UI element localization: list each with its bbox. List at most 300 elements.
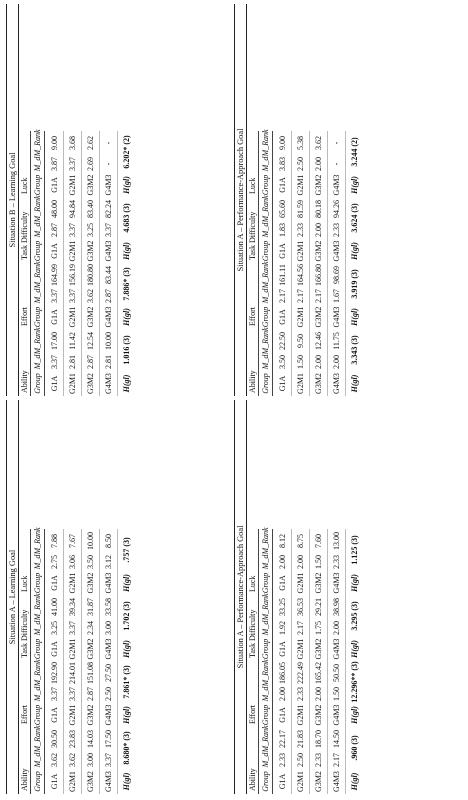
table-cell: 1.83 [277,223,287,237]
column-subheader: Group [259,637,273,661]
table-cell: G1A [49,309,59,325]
table-cell: G4M3 [327,239,345,263]
table-cell: 192.90 [49,662,59,684]
table-cell: 2.17 [291,619,309,637]
table-cell: 2.75 [49,555,59,569]
table-cell: 2.87 [81,685,99,703]
table-cell: 2.33 [291,685,309,703]
table-cell: 17.50 [99,727,117,751]
table-cell: 83.40 [81,197,99,221]
column-subheader: M_Rank [31,329,45,353]
table-cell: 10.00 [99,329,117,353]
table-cell: 8.12 [277,534,287,548]
table-cell: 2.00 [327,619,345,637]
h-statistic-cell: H(gl) [345,371,363,396]
panel-title: Situation B – Learning Goal [6,4,19,396]
table-cell: 11.75 [327,329,345,353]
table-cell: G4M3 [99,239,117,263]
table-cell: G4M3 [327,637,345,661]
table-cell: G4M3 [327,173,345,197]
table-cell: 2.81 [99,353,117,371]
column-group-header: Luck [19,529,31,595]
table-cell: 3.25 [81,221,99,239]
column-subheader: M_d [259,751,273,769]
h-statistic-cell: H(gl) [345,769,363,794]
h-statistic-cell: H(gl) [117,769,135,794]
column-subheader: M_Rank [259,661,273,685]
table-cell: 3.37 [63,619,81,637]
table-cell: 2.00 [277,687,287,701]
table-cell: 3.62 [63,751,81,769]
column-group-header: Effort [247,263,259,329]
table-cell: G1A [277,641,287,657]
table-cell: 5.38 [291,131,309,155]
table-cell: 83.44 [99,263,117,287]
table-cell: 8.75 [291,529,309,553]
table-cell: 3.37 [63,155,81,173]
h-statistic-cell: 1.702 (3) [117,595,135,637]
table-cell: 3.87 [49,157,59,171]
table-cell: G2M1 [63,371,81,396]
table-cell: 3.25 [49,621,59,635]
table-cell: 161.11 [277,264,287,286]
table-cell: 9.50 [291,329,309,353]
table-cell: 41.00 [49,598,59,616]
table-cell: G2M1 [291,769,309,794]
table-cell: G1A [49,177,59,193]
table-cell: G3M2 [81,703,99,727]
table-cell: 165.42 [309,661,327,685]
table-cell: G2M1 [291,371,309,396]
table-cell: 222.49 [291,661,309,685]
table-cell: 12.46 [309,329,327,353]
table-cell: 1.92 [277,621,287,635]
h-statistic-cell: H(gl) [117,173,135,197]
table-cell: G1A [277,575,287,591]
table-cell: 2.33 [309,751,327,769]
column-group-header: Ability [19,727,31,794]
h-statistic-cell: 4.683 (3) [117,197,135,239]
table-cell: G2M1 [63,703,81,727]
table-cell: G2M1 [63,571,81,595]
table-cell: G3M2 [81,173,99,197]
table-cell: 82.24 [99,197,117,221]
table-cell: - [99,155,117,173]
column-group-header: Task Difficulty [247,197,259,263]
table-cell: 33.25 [277,598,287,616]
table-cell: 2.33 [327,553,345,571]
table-cell: G2M1 [291,173,309,197]
table-cell: 10.00 [81,529,99,553]
table-cell: 3.68 [63,131,81,155]
column-subheader: Group [31,173,45,197]
column-group-header: Luck [247,131,259,197]
table-cell: 94.84 [63,197,81,221]
table-panel [6,400,228,794]
table-cell: 39.34 [63,595,81,619]
column-subheader: Group [259,173,273,197]
table-cell: G1A [277,773,287,790]
h-statistic-cell: 3.295 (3) [345,595,363,637]
table-cell: G1A [277,707,287,723]
table-cell: 3.37 [63,287,81,305]
table-cell: 98.69 [327,263,345,287]
table-cell: G4M3 [99,305,117,329]
column-subheader: M_Rank [31,263,45,287]
table-cell: 2.87 [99,287,117,305]
table-cell: 3.06 [63,553,81,571]
results-grid [19,4,135,396]
h-statistic-cell: H(gl) [345,173,363,197]
table-cell: G3M2 [81,769,99,794]
column-subheader: M_d [31,619,45,637]
column-subheader: M_d [31,353,45,371]
table-cell: 11.42 [63,329,81,353]
column-subheader: M_d [259,155,273,173]
table-cell: 2.87 [49,223,59,237]
table-cell: 81.59 [291,197,309,221]
table-cell: 3.00 [99,619,117,637]
table-cell: 2.17 [291,287,309,305]
table-cell: 1.50 [309,553,327,571]
table-cell: 50.50 [327,661,345,685]
table-cell: 65.60 [277,200,287,218]
table-cell: 1.67 [327,287,345,305]
table-panel [234,400,456,794]
column-subheader: M_d [31,221,45,239]
table-cell: G3M2 [309,239,327,263]
table-cell: 164.56 [291,263,309,287]
table-cell: 2.00 [291,553,309,571]
panel-title: Situation A – Learning Goal [6,400,19,794]
table-cell: G4M3 [99,571,117,595]
results-grid [247,400,363,794]
table-cell: G1A [49,641,59,657]
column-subheader: M_Rank [259,329,273,353]
table-cell: G2M1 [291,305,309,329]
h-statistic-cell: 6.202* (2) [117,131,135,173]
column-subheader: M_d [259,553,273,571]
column-group-header: Effort [19,263,31,329]
column-group-header: Effort [247,661,259,727]
table-cell: 2.69 [81,155,99,173]
table-cell: G3M2 [309,769,327,794]
h-statistic-cell: 7.861* (3) [117,661,135,703]
table-cell: 2.00 [309,685,327,703]
table-cell: 2.81 [63,353,81,371]
table-cell: G3M2 [309,173,327,197]
table-cell: 156.19 [63,263,81,287]
table-cell: G3M2 [81,571,99,595]
table-cell: 3.12 [99,553,117,571]
table-cell: G4M3 [99,173,117,197]
column-group-header: Task Difficulty [247,595,259,661]
table-cell: G1A [49,375,59,392]
table-cell: G3M2 [309,637,327,661]
table-cell: 2.50 [291,155,309,173]
table-cell: 3.37 [49,687,59,701]
table-cell: 21.83 [291,727,309,751]
table-cell: 214.01 [63,661,81,685]
column-subheader: M_Rank [259,727,273,751]
table-cell: 33.58 [99,595,117,619]
column-subheader: M_d [31,751,45,769]
table-cell: 151.08 [81,661,99,685]
table-cell: 3.62 [309,131,327,155]
table-cell: 2.17 [327,751,345,769]
column-subheader: M_Rank [31,529,45,553]
table-cell: 27.50 [99,661,117,685]
table-cell: 18.70 [309,727,327,751]
table-cell: 2.62 [81,131,99,155]
table-cell: G3M2 [309,305,327,329]
column-subheader: Group [259,305,273,329]
table-cell: G2M1 [63,173,81,197]
table-cell: G4M3 [99,371,117,396]
h-statistic-cell: H(gl) [117,703,135,727]
table-cell: G4M3 [327,571,345,595]
h-statistic-cell: H(gl) [345,239,363,263]
table-cell: 3.37 [63,685,81,703]
table-cell: G1A [277,309,287,325]
column-subheader: M_d [259,221,273,239]
table-cell: G1A [49,243,59,259]
column-subheader: Group [31,769,45,794]
table-cell: 17.00 [49,332,59,350]
column-subheader: M_Rank [31,661,45,685]
table-cell: G2M1 [63,769,81,794]
h-statistic-cell: H(gl) [345,571,363,595]
h-statistic-cell: H(gl) [345,637,363,661]
table-cell: G2M1 [291,571,309,595]
table-cell: 14.03 [81,727,99,751]
table-cell: G3M2 [81,371,99,396]
column-group-header: Task Difficulty [19,197,31,263]
column-subheader: M_Rank [259,131,273,155]
column-subheader: Group [31,239,45,263]
h-statistic-cell: 3.919 (3) [345,263,363,305]
table-cell: 14.50 [327,727,345,751]
table-cell: 2.33 [291,221,309,239]
column-subheader: M_Rank [31,727,45,751]
table-cell: 36.53 [291,595,309,619]
h-statistic-cell: H(gl) [117,571,135,595]
results-grid [19,400,135,794]
table-cell: 164.99 [49,264,59,286]
table-cell: 23.83 [63,727,81,751]
table-cell: - [327,155,345,173]
table-panel [234,4,456,396]
table-cell: 3.37 [49,355,59,369]
h-statistic-cell: H(gl) [117,637,135,661]
table-cell: G4M3 [99,703,117,727]
table-cell: 38.98 [327,595,345,619]
table-cell: 9.00 [277,136,287,150]
column-group-header: Task Difficulty [19,595,31,661]
table-cell: 3.37 [99,751,117,769]
table-cell: G1A [277,243,287,259]
table-cell: 31.87 [81,595,99,619]
column-subheader: Group [259,703,273,727]
column-subheader: M_Rank [259,529,273,553]
table-cell: G1A [49,575,59,591]
table-cell: 2.00 [327,353,345,371]
table-cell: 3.37 [63,221,81,239]
column-group-header: Ability [247,727,259,794]
table-cell: 3.83 [277,157,287,171]
h-statistic-cell: H(gl) [345,703,363,727]
column-subheader: M_Rank [259,595,273,619]
column-subheader: M_Rank [31,197,45,221]
table-cell: 3.37 [49,289,59,303]
table-cell: G3M2 [309,571,327,595]
results-grid [247,4,363,396]
h-statistic-cell: H(gl) [345,305,363,329]
table-cell: 29.21 [309,595,327,619]
table-cell: 2.00 [309,353,327,371]
column-subheader: M_d [259,287,273,305]
table-cell: 80.18 [309,197,327,221]
table-cell: G1A [277,177,287,193]
table-cell: G4M3 [327,769,345,794]
table-cell: 22.50 [277,332,287,350]
h-statistic-cell: 1.016 (3) [117,329,135,371]
table-cell: 2.00 [309,155,327,173]
table-cell: 3.00 [81,751,99,769]
table-cell: 166.80 [309,263,327,287]
table-panel [6,4,228,396]
h-statistic-cell: 8.680* (3) [117,727,135,769]
h-statistic-cell: H(gl) [117,371,135,396]
column-group-header: Luck [247,529,259,595]
column-subheader: Group [31,571,45,595]
h-statistic-cell: 3.343 (3) [345,329,363,371]
column-subheader: M_d [31,155,45,173]
column-subheader: Group [31,637,45,661]
column-subheader: M_Rank [259,263,273,287]
column-subheader: M_Rank [31,131,45,155]
table-cell: 48.00 [49,200,59,218]
table-cell: 30.50 [49,730,59,748]
table-cell: 2.17 [277,289,287,303]
table-cell: 3.37 [99,221,117,239]
table-cell: 3.50 [277,355,287,369]
column-subheader: M_d [31,287,45,305]
table-cell: G4M3 [99,637,117,661]
situation-a-block [6,400,461,794]
table-cell: 7.88 [49,534,59,548]
table-cell: G2M1 [291,239,309,263]
h-statistic-cell: 1.125 (3) [345,529,363,571]
column-subheader: Group [31,703,45,727]
column-group-header: Ability [19,329,31,396]
table-cell: 12.54 [81,329,99,353]
table-cell: G1A [277,375,287,392]
column-subheader: Group [259,239,273,263]
table-cell: 2.33 [277,753,287,767]
table-cell: 9.00 [49,136,59,150]
column-subheader: Group [31,305,45,329]
table-cell: 1.50 [291,353,309,371]
situation-b-block [6,4,461,396]
table-cell: - [99,131,117,155]
table-cell: G2M1 [291,637,309,661]
table-cell: G2M1 [63,305,81,329]
h-statistic-cell: .757 (3) [117,529,135,571]
column-subheader: M_d [259,353,273,371]
table-cell: 2.33 [327,221,345,239]
column-subheader: Group [259,769,273,794]
table-cell: G3M2 [309,371,327,396]
table-cell: 2.00 [309,221,327,239]
h-statistic-cell: 12.296** (3) [345,661,363,703]
h-statistic-cell: H(gl) [117,305,135,329]
table-cell: G3M2 [81,305,99,329]
table-cell: G4M3 [327,371,345,396]
column-subheader: M_d [259,619,273,637]
column-subheader: M_d [31,685,45,703]
column-group-header: Effort [19,661,31,727]
table-cell: 186.05 [277,662,287,684]
column-subheader: Group [31,371,45,396]
table-cell: 13.00 [327,529,345,553]
h-statistic-cell: .960 (3) [345,727,363,769]
table-cell: G4M3 [327,305,345,329]
table-cell: 1.75 [309,619,327,637]
table-cell: 2.17 [309,287,327,305]
table-cell: G1A [49,707,59,723]
table-cell: G2M1 [291,703,309,727]
column-subheader: Group [259,571,273,595]
table-cell: - [327,131,345,155]
table-cell: G1A [49,773,59,790]
table-cell: 22.17 [277,730,287,748]
column-group-header: Ability [247,329,259,396]
h-statistic-cell: 3.624 (3) [345,197,363,239]
table-cell: 2.50 [99,685,117,703]
h-statistic-cell: H(gl) [117,239,135,263]
column-subheader: M_d [31,553,45,571]
column-subheader: M_d [259,685,273,703]
table-cell: 7.60 [309,529,327,553]
table-cell: G3M2 [309,703,327,727]
table-cell: 3.62 [81,287,99,305]
panel-title: Situation A – Performance-Approach Goal [234,4,247,396]
table-cell: G3M2 [81,239,99,263]
table-cell: G2M1 [63,239,81,263]
panel-title: Situation A – Performance-Approach Goal [234,400,247,794]
h-statistic-cell: 7.886* (3) [117,263,135,305]
table-cell: 2.50 [291,751,309,769]
column-subheader: M_Rank [31,595,45,619]
table-cell: 180.80 [81,263,99,287]
table-cell: 7.67 [63,529,81,553]
table-cell: 2.87 [81,353,99,371]
table-cell: 94.26 [327,197,345,221]
table-cell: G3M2 [81,637,99,661]
table-cell: 1.50 [327,685,345,703]
table-cell: 3.62 [49,753,59,767]
table-cell: G2M1 [63,637,81,661]
table-cell: 3.50 [81,553,99,571]
table-cell: 8.50 [99,529,117,553]
table-cell: G4M3 [327,703,345,727]
table-cell: 2.34 [81,619,99,637]
column-subheader: Group [259,371,273,396]
column-group-header: Luck [19,131,31,197]
table-cell: G4M3 [99,769,117,794]
column-subheader: M_Rank [259,197,273,221]
